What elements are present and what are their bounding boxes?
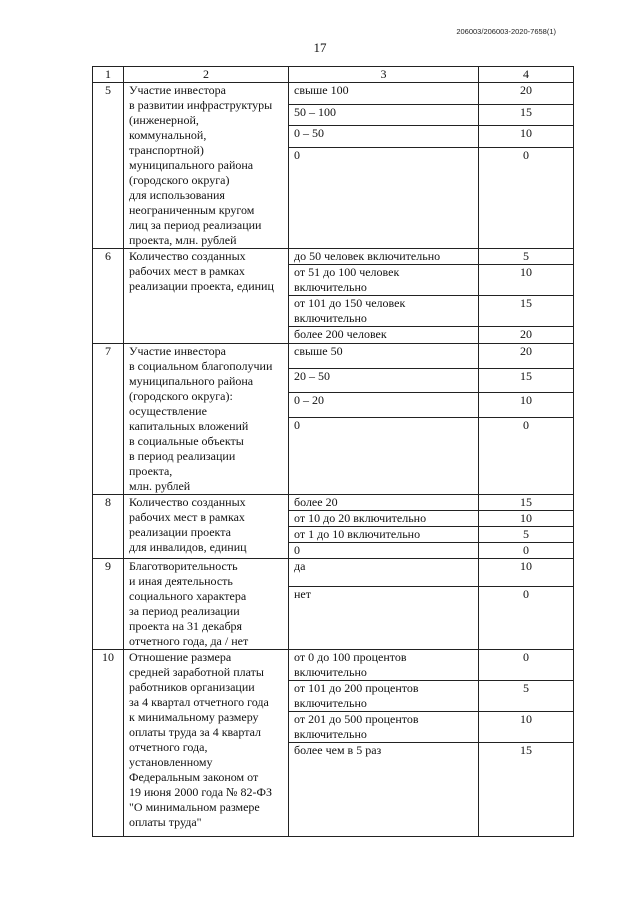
criterion-description: Количество созданных рабочих мест в рамках реализации проекта для инвалидов, единиц xyxy=(124,495,289,559)
option-score: 20 xyxy=(479,83,574,105)
criterion-description: Участие инвестора в социальном благополучии муниципального района (городского округа): осуществление капитальных вложений в социальные объекты в период реализации проекта, млн. рублей xyxy=(124,344,289,495)
option-value: 50 – 100 xyxy=(289,104,479,126)
table-row xyxy=(93,344,574,369)
option-value: 0 – 20 xyxy=(289,393,479,418)
table-row xyxy=(93,249,574,265)
option-score: 0 xyxy=(479,543,574,559)
option-value: более 20 xyxy=(289,495,479,511)
option-score: 0 xyxy=(479,418,574,495)
option-value: 0 xyxy=(289,418,479,495)
option-value: свыше 100 xyxy=(289,83,479,105)
option-score: 10 xyxy=(479,712,574,743)
option-score: 0 xyxy=(479,650,574,681)
option-score: 5 xyxy=(479,527,574,543)
option-score: 10 xyxy=(479,265,574,296)
option-value: от 10 до 20 включительно xyxy=(289,511,479,527)
option-score: 5 xyxy=(479,249,574,265)
option-value: 0 – 50 xyxy=(289,126,479,148)
criterion-number: 7 xyxy=(93,344,124,495)
option-value: от 101 до 200 процентов включительно xyxy=(289,681,479,712)
criterion-description: Отношение размера средней заработной платы работников организации за 4 квартал отчетного года к минимальному размеру оплаты труда за 4 квартал отчетного года, установленному Федеральным законом от 19 июня 2000 года № 82-ФЗ "О минимальном размере оплаты труда" xyxy=(124,650,289,837)
option-value: 0 xyxy=(289,543,479,559)
option-score: 0 xyxy=(479,587,574,650)
option-value: от 0 до 100 процентов включительно xyxy=(289,650,479,681)
page-number: 17 xyxy=(313,40,327,55)
option-value: от 51 до 100 человек включительно xyxy=(289,265,479,296)
option-score: 10 xyxy=(479,393,574,418)
option-score: 15 xyxy=(479,495,574,511)
option-value: от 1 до 10 включительно xyxy=(289,527,479,543)
option-value: от 101 до 150 человек включительно xyxy=(289,296,479,327)
option-score: 15 xyxy=(479,368,574,393)
column-header: 4 xyxy=(479,67,574,83)
option-value: свыше 50 xyxy=(289,344,479,369)
option-score: 0 xyxy=(479,148,574,249)
column-header: 2 xyxy=(124,67,289,83)
option-value: да xyxy=(289,559,479,587)
criterion-number: 9 xyxy=(93,559,124,650)
criterion-description: Количество созданных рабочих мест в рамках реализации проекта, единиц xyxy=(124,249,289,344)
table-row xyxy=(93,650,574,681)
option-score: 20 xyxy=(479,344,574,369)
option-value: 0 xyxy=(289,148,479,249)
option-score: 5 xyxy=(479,681,574,712)
criterion-number: 10 xyxy=(93,650,124,837)
option-score: 10 xyxy=(479,511,574,527)
option-score: 20 xyxy=(479,327,574,344)
column-header: 1 xyxy=(93,67,124,83)
option-value: нет xyxy=(289,587,479,650)
option-value: от 201 до 500 процентов включительно xyxy=(289,712,479,743)
option-score: 15 xyxy=(479,104,574,126)
table-row xyxy=(93,83,574,105)
option-score: 15 xyxy=(479,296,574,327)
option-value: 20 – 50 xyxy=(289,368,479,393)
criterion-description: Участие инвестора в развитии инфраструктуры (инженерной, коммунальной, транспортной) муниципального района (городского округа) для использования неограниченным кругом лиц за период реализации проекта, млн. рублей xyxy=(124,83,289,249)
option-score: 10 xyxy=(479,559,574,587)
option-value: до 50 человек включительно xyxy=(289,249,479,265)
criterion-number: 8 xyxy=(93,495,124,559)
option-score: 15 xyxy=(479,743,574,837)
option-value: более чем в 5 раз xyxy=(289,743,479,837)
table-row xyxy=(93,495,574,511)
criteria-table xyxy=(92,66,574,837)
column-header: 3 xyxy=(289,67,479,83)
table-row xyxy=(93,559,574,587)
criterion-number: 5 xyxy=(93,83,124,249)
option-score: 10 xyxy=(479,126,574,148)
option-value: более 200 человек xyxy=(289,327,479,344)
document-id: 206003/206003-2020-7658(1) xyxy=(456,27,556,36)
criterion-description: Благотворительность и иная деятельность социального характера за период реализации проекта на 31 декабря отчетного года, да / нет xyxy=(124,559,289,650)
criterion-number: 6 xyxy=(93,249,124,344)
criteria-table-body xyxy=(93,67,574,837)
table-header-row xyxy=(93,67,574,83)
